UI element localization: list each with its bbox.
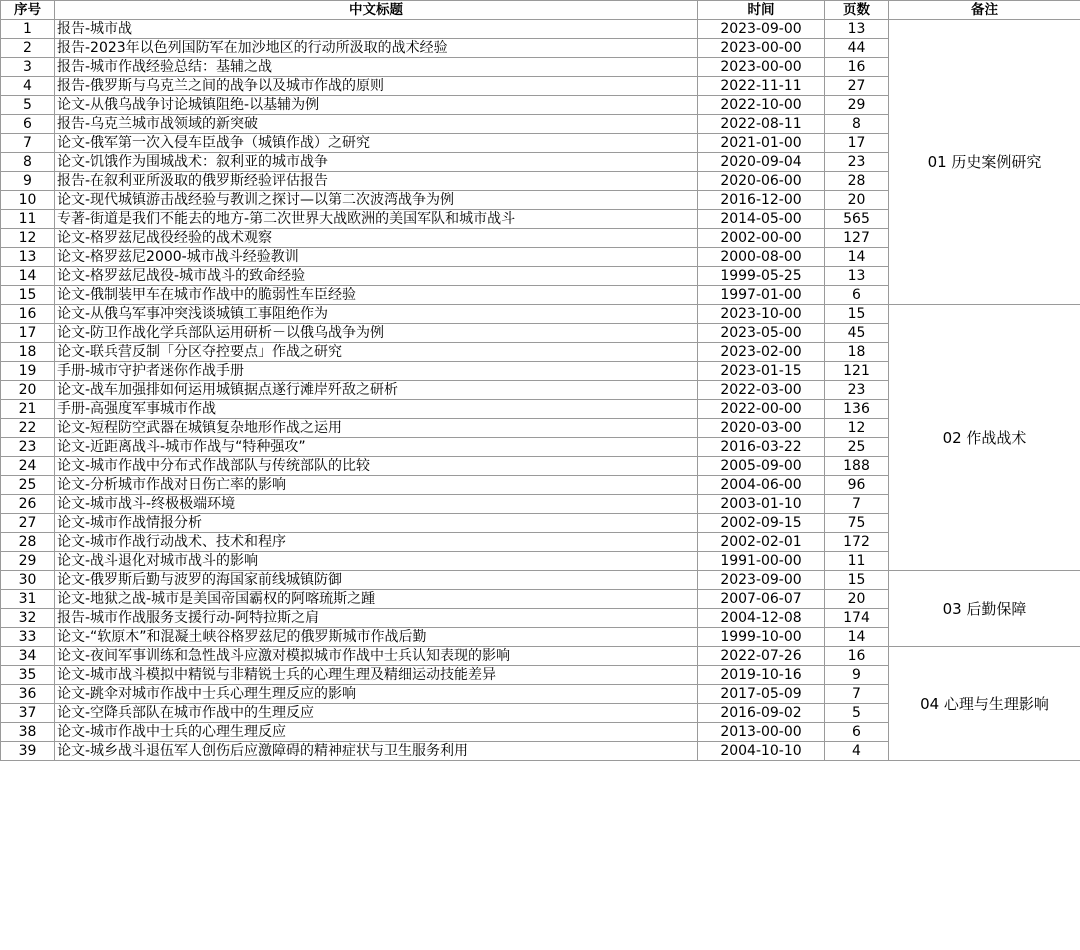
header-title: 中文标题: [55, 1, 698, 20]
row-title: 论文-俄军第一次入侵车臣战争（城镇作战）之研究: [55, 134, 698, 153]
row-pages: 7: [825, 685, 889, 704]
row-title: 论文-城市作战行动战术、技术和程序: [55, 533, 698, 552]
row-pages: 25: [825, 438, 889, 457]
row-pages: 565: [825, 210, 889, 229]
header-pages: 页数: [825, 1, 889, 20]
row-pages: 20: [825, 590, 889, 609]
row-date: 2016-03-22: [698, 438, 825, 457]
header-note: 备注: [889, 1, 1080, 20]
row-pages: 16: [825, 58, 889, 77]
row-pages: 8: [825, 115, 889, 134]
row-title: 论文-夜间军事训练和急性战斗应激对模拟城市作战中士兵认知表现的影响: [55, 647, 698, 666]
row-title: 论文-“软原木”和混凝土峡谷格罗兹尼的俄罗斯城市作战后勤: [55, 628, 698, 647]
row-date: 2002-00-00: [698, 229, 825, 248]
row-date: 2023-01-15: [698, 362, 825, 381]
row-pages: 28: [825, 172, 889, 191]
row-index: 21: [1, 400, 55, 419]
row-title: 论文-防卫作战化学兵部队运用研析－以俄乌战争为例: [55, 324, 698, 343]
row-title: 论文-空降兵部队在城市作战中的生理反应: [55, 704, 698, 723]
row-date: 2020-03-00: [698, 419, 825, 438]
row-title: 论文-地狱之战-城市是美国帝国霸权的阿喀琉斯之踵: [55, 590, 698, 609]
table-row: [1, 571, 1080, 590]
row-date: 2007-06-07: [698, 590, 825, 609]
row-index: 5: [1, 96, 55, 115]
row-pages: 20: [825, 191, 889, 210]
row-pages: 18: [825, 343, 889, 362]
row-date: 2022-10-00: [698, 96, 825, 115]
row-date: 1997-01-00: [698, 286, 825, 305]
row-title: 论文-城市作战中士兵的心理生理反应: [55, 723, 698, 742]
row-date: 2022-11-11: [698, 77, 825, 96]
row-index: 24: [1, 457, 55, 476]
row-pages: 172: [825, 533, 889, 552]
row-pages: 75: [825, 514, 889, 533]
row-pages: 29: [825, 96, 889, 115]
table-row: [1, 305, 1080, 324]
header-index: 序号: [1, 1, 55, 20]
row-index: 39: [1, 742, 55, 761]
row-index: 10: [1, 191, 55, 210]
row-title: 论文-格罗兹尼2000-城市战斗经验教训: [55, 248, 698, 267]
row-title: 报告-城市战: [55, 20, 698, 39]
row-pages: 127: [825, 229, 889, 248]
table-body: [1, 20, 1080, 761]
row-title: 论文-格罗兹尼战役经验的战术观察: [55, 229, 698, 248]
group-note: 02 作战战术: [889, 305, 1080, 571]
row-title: 论文-格罗兹尼战役-城市战斗的致命经验: [55, 267, 698, 286]
row-date: 2002-02-01: [698, 533, 825, 552]
row-pages: 27: [825, 77, 889, 96]
row-date: 2023-00-00: [698, 58, 825, 77]
row-title: 论文-从俄乌战争讨论城镇阻绝-以基辅为例: [55, 96, 698, 115]
row-date: 2023-02-00: [698, 343, 825, 362]
row-index: 29: [1, 552, 55, 571]
row-date: 2000-08-00: [698, 248, 825, 267]
row-index: 28: [1, 533, 55, 552]
row-index: 22: [1, 419, 55, 438]
row-index: 23: [1, 438, 55, 457]
row-index: 17: [1, 324, 55, 343]
row-pages: 96: [825, 476, 889, 495]
row-title: 论文-俄制装甲车在城市作战中的脆弱性车臣经验: [55, 286, 698, 305]
row-title: 论文-城乡战斗退伍军人创伤后应激障碍的精神症状与卫生服务利用: [55, 742, 698, 761]
row-title: 论文-短程防空武器在城镇复杂地形作战之运用: [55, 419, 698, 438]
row-index: 30: [1, 571, 55, 590]
row-date: 2022-07-26: [698, 647, 825, 666]
row-pages: 7: [825, 495, 889, 514]
group-note: 01 历史案例研究: [889, 20, 1080, 305]
row-pages: 17: [825, 134, 889, 153]
row-title: 报告-俄罗斯与乌克兰之间的战争以及城市作战的原则: [55, 77, 698, 96]
row-index: 18: [1, 343, 55, 362]
row-title: 论文-从俄乌军事冲突浅谈城镇工事阻绝作为: [55, 305, 698, 324]
row-pages: 11: [825, 552, 889, 571]
row-title: 论文-近距离战斗-城市作战与“特种强攻”: [55, 438, 698, 457]
row-index: 11: [1, 210, 55, 229]
row-title: 手册-城市守护者迷你作战手册: [55, 362, 698, 381]
row-title: 论文-跳伞对城市作战中士兵心理生理反应的影响: [55, 685, 698, 704]
row-pages: 4: [825, 742, 889, 761]
row-title: 论文-俄罗斯后勤与波罗的海国家前线城镇防御: [55, 571, 698, 590]
row-index: 15: [1, 286, 55, 305]
row-index: 2: [1, 39, 55, 58]
row-title: 报告-城市作战经验总结：基辅之战: [55, 58, 698, 77]
row-pages: 45: [825, 324, 889, 343]
row-index: 25: [1, 476, 55, 495]
row-index: 13: [1, 248, 55, 267]
row-pages: 5: [825, 704, 889, 723]
row-pages: 15: [825, 305, 889, 324]
row-date: 2004-12-08: [698, 609, 825, 628]
row-pages: 6: [825, 723, 889, 742]
row-pages: 9: [825, 666, 889, 685]
group-note: 04 心理与生理影响: [889, 647, 1080, 761]
header-row: [1, 1, 1080, 20]
row-date: 2023-09-00: [698, 571, 825, 590]
row-date: 2021-01-00: [698, 134, 825, 153]
row-index: 14: [1, 267, 55, 286]
row-date: 2019-10-16: [698, 666, 825, 685]
header-date: 时间: [698, 1, 825, 20]
row-title: 手册-高强度军事城市作战: [55, 400, 698, 419]
row-index: 12: [1, 229, 55, 248]
row-index: 8: [1, 153, 55, 172]
row-date: 2004-06-00: [698, 476, 825, 495]
row-date: 2022-03-00: [698, 381, 825, 400]
row-date: 1999-10-00: [698, 628, 825, 647]
row-title: 论文-饥饿作为围城战术：叙利亚的城市战争: [55, 153, 698, 172]
row-date: 2014-05-00: [698, 210, 825, 229]
row-date: 2016-12-00: [698, 191, 825, 210]
row-pages: 136: [825, 400, 889, 419]
row-index: 33: [1, 628, 55, 647]
table-row: [1, 647, 1080, 666]
row-pages: 16: [825, 647, 889, 666]
row-date: 2023-09-00: [698, 20, 825, 39]
row-date: 2020-09-04: [698, 153, 825, 172]
row-index: 38: [1, 723, 55, 742]
row-index: 32: [1, 609, 55, 628]
row-pages: 14: [825, 248, 889, 267]
row-title: 报告-2023年以色列国防军在加沙地区的行动所汲取的战术经验: [55, 39, 698, 58]
table-row: [1, 20, 1080, 39]
row-date: 2005-09-00: [698, 457, 825, 476]
row-pages: 15: [825, 571, 889, 590]
row-date: 2016-09-02: [698, 704, 825, 723]
row-title: 专著-街道是我们不能去的地方-第二次世界大战欧洲的美国军队和城市战斗: [55, 210, 698, 229]
row-index: 19: [1, 362, 55, 381]
row-index: 34: [1, 647, 55, 666]
row-title: 报告-城市作战服务支援行动-阿特拉斯之肩: [55, 609, 698, 628]
row-index: 20: [1, 381, 55, 400]
row-index: 37: [1, 704, 55, 723]
row-pages: 13: [825, 20, 889, 39]
row-title: 论文-城市战斗模拟中精锐与非精锐士兵的心理生理及精细运动技能差异: [55, 666, 698, 685]
row-pages: 23: [825, 153, 889, 172]
row-index: 6: [1, 115, 55, 134]
row-pages: 23: [825, 381, 889, 400]
row-pages: 121: [825, 362, 889, 381]
row-index: 3: [1, 58, 55, 77]
row-pages: 13: [825, 267, 889, 286]
row-pages: 6: [825, 286, 889, 305]
group-note: 03 后勤保障: [889, 571, 1080, 647]
row-index: 35: [1, 666, 55, 685]
row-pages: 12: [825, 419, 889, 438]
row-date: 2002-09-15: [698, 514, 825, 533]
row-date: 1999-05-25: [698, 267, 825, 286]
row-index: 9: [1, 172, 55, 191]
row-date: 2020-06-00: [698, 172, 825, 191]
row-index: 31: [1, 590, 55, 609]
row-title: 论文-分析城市作战对日伤亡率的影响: [55, 476, 698, 495]
row-date: 2022-08-11: [698, 115, 825, 134]
row-index: 7: [1, 134, 55, 153]
row-index: 16: [1, 305, 55, 324]
row-date: 2003-01-10: [698, 495, 825, 514]
row-date: 1991-00-00: [698, 552, 825, 571]
row-date: 2004-10-10: [698, 742, 825, 761]
row-title: 论文-战斗退化对城市战斗的影响: [55, 552, 698, 571]
row-title: 论文-现代城镇游击战经验与教训之探讨—以第二次波湾战争为例: [55, 191, 698, 210]
row-date: 2023-05-00: [698, 324, 825, 343]
row-index: 27: [1, 514, 55, 533]
row-title: 报告-乌克兰城市战领域的新突破: [55, 115, 698, 134]
row-index: 1: [1, 20, 55, 39]
row-title: 论文-城市战斗-终极极端环境: [55, 495, 698, 514]
row-index: 26: [1, 495, 55, 514]
row-index: 4: [1, 77, 55, 96]
row-title: 论文-城市作战情报分析: [55, 514, 698, 533]
row-date: 2013-00-00: [698, 723, 825, 742]
row-date: 2022-00-00: [698, 400, 825, 419]
row-date: 2023-10-00: [698, 305, 825, 324]
row-date: 2017-05-09: [698, 685, 825, 704]
row-pages: 174: [825, 609, 889, 628]
row-pages: 188: [825, 457, 889, 476]
row-index: 36: [1, 685, 55, 704]
row-pages: 14: [825, 628, 889, 647]
row-title: 论文-战车加强排如何运用城镇据点遂行滩岸歼敌之研析: [55, 381, 698, 400]
row-title: 论文-联兵营反制「分区夺控要点」作战之研究: [55, 343, 698, 362]
row-title: 报告-在叙利亚所汲取的俄罗斯经验评估报告: [55, 172, 698, 191]
row-pages: 44: [825, 39, 889, 58]
row-title: 论文-城市作战中分布式作战部队与传统部队的比较: [55, 457, 698, 476]
row-date: 2023-00-00: [698, 39, 825, 58]
